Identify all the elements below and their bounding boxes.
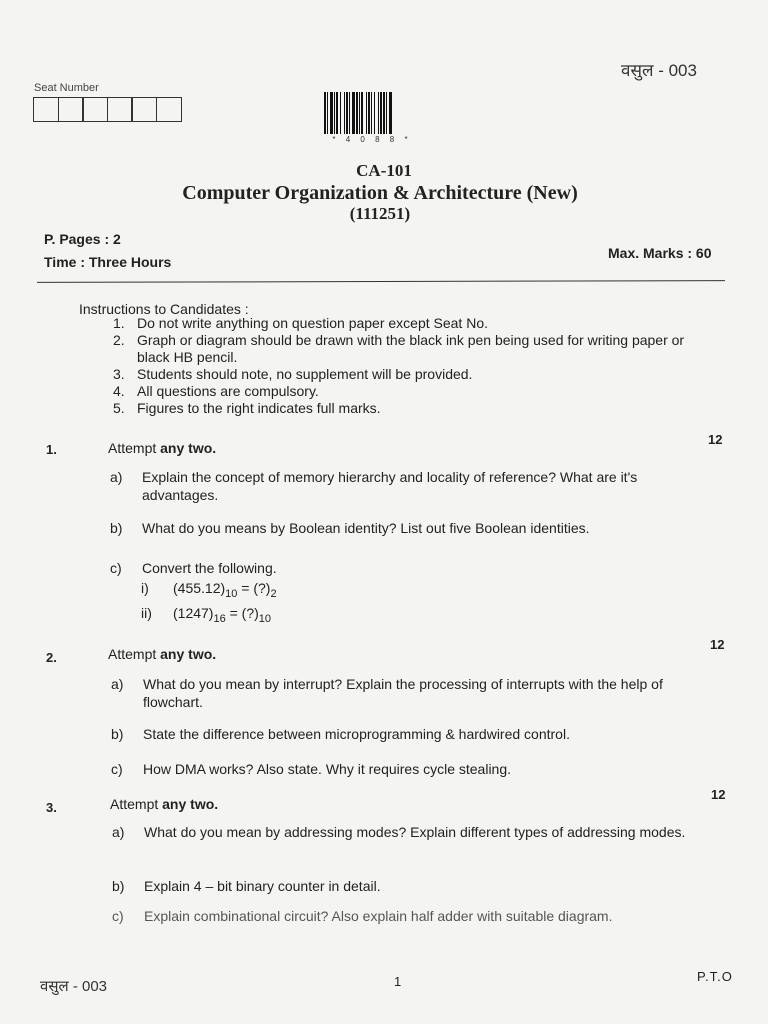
page-number: 1 — [394, 974, 402, 989]
question-1-number: 1. — [46, 442, 57, 457]
instruction-item: 2. Graph or diagram should be drawn with the black ink pen being used for writing paper or black HB pencil. — [113, 332, 685, 365]
question-2-number: 2. — [46, 650, 57, 665]
question-3c: c) Explain combinational circuit? Also explain half adder with suitable diagram. — [112, 908, 613, 924]
max-marks: Max. Marks : 60 — [608, 245, 712, 261]
seat-number-boxes[interactable] — [33, 97, 180, 122]
question-3-number: 3. — [46, 800, 57, 815]
please-turn-over: P.T.O — [697, 969, 733, 984]
barcode-image — [324, 92, 420, 134]
paper-title: Computer Organization & Architecture (New) — [182, 182, 578, 204]
question-2-marks: 12 — [710, 637, 725, 652]
instruction-item: 3. Students should note, no supplement will be provided. — [113, 366, 473, 382]
instruction-item: 4. All questions are compulsory. — [113, 383, 319, 399]
instructions-list — [113, 315, 713, 417]
instruction-item: 1. Do not write anything on question paper except Seat No. — [113, 315, 488, 331]
question-2-instruction: Attempt any two. — [108, 646, 217, 662]
seat-number-label: Seat Number — [34, 82, 99, 94]
seat-digit-box[interactable] — [156, 97, 182, 122]
seat-digit-box[interactable] — [107, 97, 133, 122]
question-2a: a) What do you mean by interrupt? Explain the processing of interrupts with the help of flowchart. — [111, 676, 663, 710]
question-1c: c) Convert the following. — [110, 560, 277, 576]
exam-duration: Time : Three Hours — [44, 254, 172, 270]
question-1-marks: 12 — [708, 432, 723, 447]
seat-digit-box[interactable] — [131, 97, 157, 122]
question-3-marks: 12 — [711, 787, 726, 802]
paper-set-code: वसुल - 003 — [621, 61, 697, 80]
paper-number: (111251) — [349, 204, 411, 223]
question-1b: b) What do you means by Boolean identity? List out five Boolean identities. — [110, 520, 590, 536]
paper-code: CA-101 — [356, 161, 412, 180]
conversion-ii: ii) $(1247)_{16}$ = $(?)_{10}$ — [141, 605, 272, 625]
footer-set-code: वसुल - 003 — [40, 978, 108, 995]
question-1a: a) Explain the concept of memory hierarchy and locality of reference? What are it's advantages. — [110, 469, 638, 503]
header-divider — [37, 280, 725, 283]
conversion-i: i) $(455.12)_{10}$ = $(?)_2$ — [141, 580, 277, 600]
page-count: P. Pages : 2 — [44, 231, 121, 247]
seat-digit-box[interactable] — [58, 97, 84, 122]
question-1-instruction: Attempt any two. — [108, 440, 217, 456]
seat-digit-box[interactable] — [82, 97, 108, 122]
instruction-item: 5. Figures to the right indicates full marks. — [113, 400, 381, 416]
seat-digit-box[interactable] — [33, 97, 59, 122]
question-2b: b) State the difference between microprogramming & hardwired control. — [111, 726, 570, 742]
question-3b: b) Explain 4 – bit binary counter in detail. — [112, 878, 381, 894]
question-3a: a) What do you mean by addressing modes? Explain different types of addressing modes. — [112, 824, 686, 840]
barcode-number: * 4 0 8 8 * — [332, 135, 412, 144]
instructions-title: Instructions to Candidates : — [79, 301, 249, 317]
question-3-instruction: Attempt any two. — [110, 796, 219, 812]
question-2c: c) How DMA works? Also state. Why it requires cycle stealing. — [111, 761, 512, 777]
